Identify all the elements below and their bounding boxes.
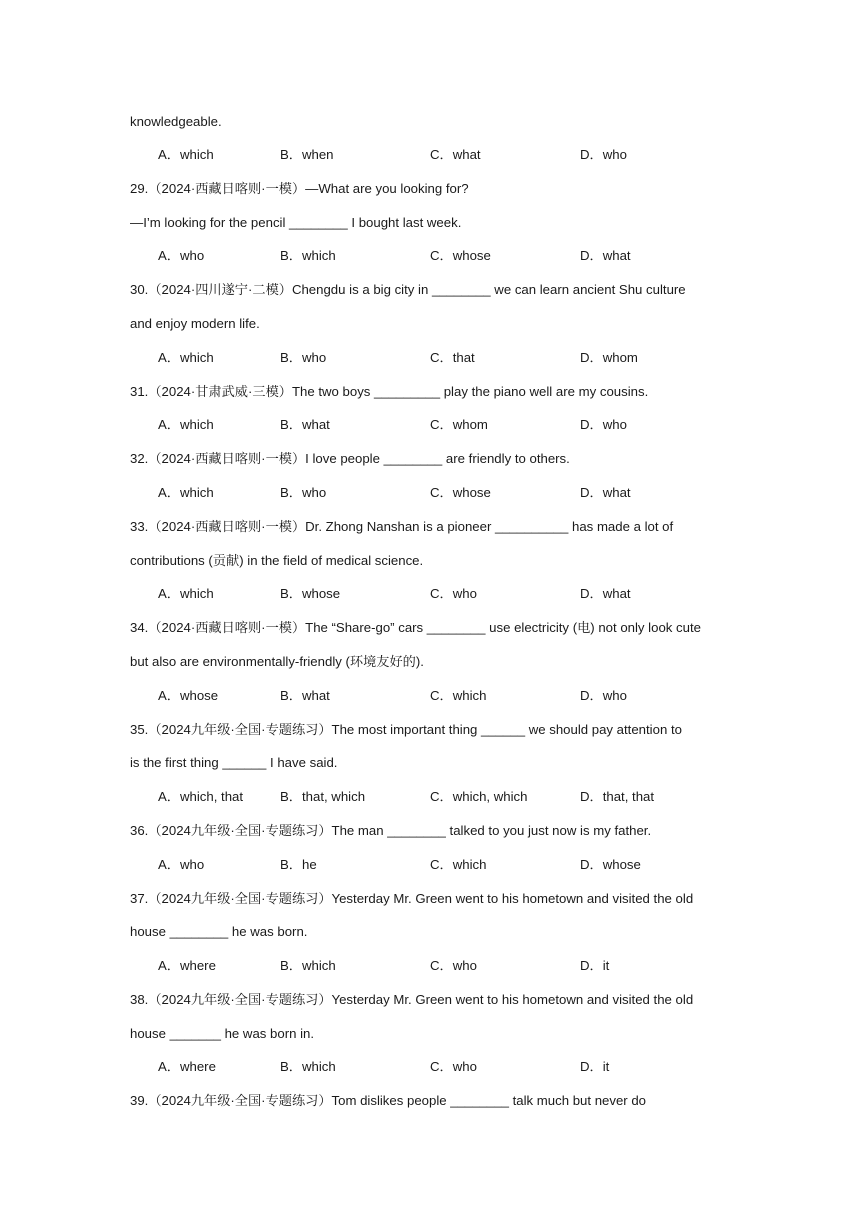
option-b: B．what xyxy=(280,688,330,703)
option-c: C．whose xyxy=(430,485,491,500)
option-d: D．whom xyxy=(580,350,638,365)
question-33-options xyxy=(0,585,860,603)
option-a: A．which xyxy=(158,417,214,432)
option-c: C．whose xyxy=(430,248,491,263)
question-32-text: 32.（2024·西藏日喀则·一模）I love people ________ are friendly to others. xyxy=(130,451,570,466)
option-b: B．whose xyxy=(280,586,341,601)
question-38-text-cont: house _______ he was born in. xyxy=(130,1026,315,1041)
option-c: C．who xyxy=(430,586,477,601)
option-b: B．when xyxy=(280,147,334,162)
question-38-text: 38.（2024九年级·全国·专题练习）Yesterday Mr. Green went to his hometown and visited the old xyxy=(130,992,694,1007)
option-c: C．whom xyxy=(430,417,488,432)
question-28-text-end: knowledgeable. xyxy=(130,114,222,129)
option-b: B．that, which xyxy=(280,789,366,804)
option-c: C．which xyxy=(430,688,487,703)
option-a: A．where xyxy=(158,958,216,973)
question-36-text: 36.（2024九年级·全国·专题练习）The man ________ talked to you just now is my father. xyxy=(130,823,652,838)
option-a: A．which, that xyxy=(158,789,244,804)
option-d: D．whose xyxy=(580,857,641,872)
question-30-text: 30.（2024·四川遂宁·二模）Chengdu is a big city in ________ we can learn ancient Shu culture xyxy=(130,282,686,297)
option-a: A．whose xyxy=(158,688,219,703)
question-30-options xyxy=(0,349,860,367)
question-33-text: 33.（2024·西藏日喀则·一模）Dr. Zhong Nanshan is a pioneer __________ has made a lot of xyxy=(130,519,674,534)
option-d: D．who xyxy=(580,147,627,162)
question-39-text: 39.（2024九年级·全国·专题练习）Tom dislikes people ________ talk much but never do xyxy=(130,1093,647,1108)
question-29-text: 29.（2024·西藏日喀则·一模）—What are you looking for? xyxy=(130,181,469,196)
question-37-text-cont: house ________ he was born. xyxy=(130,924,308,939)
option-d: D．that, that xyxy=(580,789,655,804)
option-c: C．what xyxy=(430,147,481,162)
question-36-options xyxy=(0,856,860,874)
question-35-options xyxy=(0,788,860,806)
option-a: A．which xyxy=(158,485,214,500)
option-b: B．who xyxy=(280,485,327,500)
question-28-options xyxy=(0,146,860,164)
option-b: B．who xyxy=(280,350,327,365)
option-d: D．who xyxy=(580,688,627,703)
question-30-text-cont: and enjoy modern life. xyxy=(130,316,260,331)
question-37-options xyxy=(0,957,860,975)
option-d: D．what xyxy=(580,485,631,500)
option-b: B．which xyxy=(280,1059,336,1074)
option-c: C．which xyxy=(430,857,487,872)
question-31-text: 31.（2024·甘肃武威·三模）The two boys _________ play the piano well are my cousins. xyxy=(130,384,649,399)
question-32-options xyxy=(0,484,860,502)
question-34-options xyxy=(0,687,860,705)
option-a: A．where xyxy=(158,1059,216,1074)
option-b: B．he xyxy=(280,857,317,872)
option-a: A．who xyxy=(158,248,205,263)
option-d: D．it xyxy=(580,1059,610,1074)
question-29-text-cont: —I’m looking for the pencil ________ I bought last week. xyxy=(130,215,462,230)
question-29-options xyxy=(0,247,860,265)
question-38-options xyxy=(0,1058,860,1076)
question-31-options xyxy=(0,416,860,434)
option-d: D．what xyxy=(580,248,631,263)
option-a: A．which xyxy=(158,350,214,365)
option-b: B．which xyxy=(280,248,336,263)
question-33-text-cont: contributions (贡献) in the field of medical science. xyxy=(130,553,424,568)
option-d: D．what xyxy=(580,586,631,601)
question-34-text: 34.（2024·西藏日喀则·一模）The “Share-go” cars ________ use electricity (电) not only look cute xyxy=(130,620,701,635)
option-c: C．who xyxy=(430,1059,477,1074)
question-34-text-cont: but also are environmentally-friendly (环境友好的). xyxy=(130,654,424,669)
option-a: A．which xyxy=(158,586,214,601)
option-c: C．that xyxy=(430,350,475,365)
question-37-text: 37.（2024九年级·全国·专题练习）Yesterday Mr. Green went to his hometown and visited the old xyxy=(130,891,694,906)
option-a: A．who xyxy=(158,857,205,872)
option-b: B．what xyxy=(280,417,330,432)
option-a: A．which xyxy=(158,147,214,162)
option-d: D．who xyxy=(580,417,627,432)
option-d: D．it xyxy=(580,958,610,973)
option-b: B．which xyxy=(280,958,336,973)
option-c: C．which, which xyxy=(430,789,528,804)
question-35-text-cont: is the first thing ______ I have said. xyxy=(130,755,338,770)
option-c: C．who xyxy=(430,958,477,973)
question-35-text: 35.（2024九年级·全国·专题练习）The most important thing ______ we should pay attention to xyxy=(130,722,682,737)
